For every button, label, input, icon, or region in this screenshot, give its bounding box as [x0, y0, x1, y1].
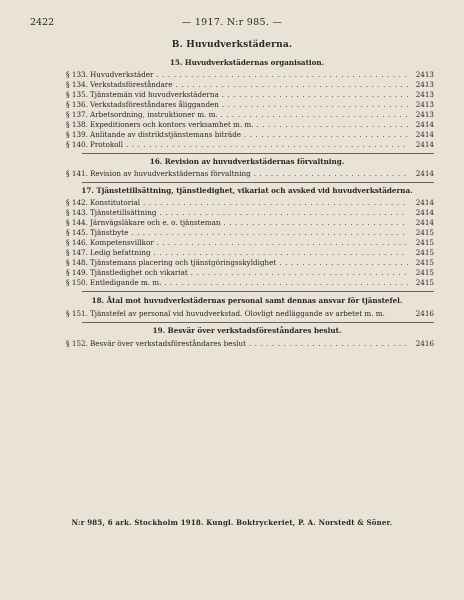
toc-entry: [66, 248, 434, 258]
entry-title: Tjänstetillsättning . . .: [90, 208, 408, 218]
entry-title: Expeditioners och kontors verksamhet m. m. . . .: [90, 120, 408, 130]
entry-page: 2414: [415, 140, 434, 149]
toc-entry: [66, 80, 434, 90]
entry-page: 2416: [415, 339, 434, 348]
divider: [82, 182, 434, 183]
group-title: 18. Åtal mot huvudverkstädernas personal samt dennas ansvar för tjänstefel.: [91, 296, 403, 305]
entry-title: Tjänstbyte . . .: [90, 228, 408, 238]
entry-page: 2415: [415, 278, 434, 287]
entry-page: 2413: [415, 90, 434, 99]
entry-title: Tjänstemans placering och tjänstgöringsskyldighet . . .: [90, 258, 408, 268]
entry-page: 2415: [415, 228, 434, 237]
group-title: 15. Huvudverkstädernas organisation.: [169, 58, 325, 67]
entry-title: Anlitande av distriktstjänstemans biträde . . .: [90, 130, 408, 140]
section-number: § 135.: [66, 90, 88, 99]
entry-page: 2415: [415, 248, 434, 257]
toc-entry: [66, 70, 434, 80]
toc-entry: [66, 238, 434, 248]
entry-title: Tjänstledighet och vikariat . . .: [90, 268, 408, 278]
section-number: § 134.: [66, 80, 88, 89]
toc-entry: [66, 90, 434, 100]
entry-page: 2413: [415, 80, 434, 89]
entry-page: 2414: [415, 208, 434, 217]
section-title: B. Huvudverkstäderna.: [171, 40, 293, 50]
section-number: § 142.: [66, 198, 88, 207]
entry-page: 2416: [415, 309, 434, 318]
divider: [82, 291, 434, 292]
toc-entry: [66, 140, 434, 150]
section-number: § 147.: [66, 248, 88, 257]
entry-page: 2415: [415, 258, 434, 267]
group-title: 17. Tjänstetillsättning, tjänstledighet, vikariat och avsked vid huvudverkstäderna.: [81, 186, 413, 195]
entry-title: Besvär över verkstadsföreståndares beslut . . .: [90, 339, 408, 349]
toc-entry: [66, 100, 434, 110]
toc-entry: [66, 198, 434, 208]
divider: [82, 153, 434, 154]
entry-page: 2413: [415, 100, 434, 109]
entry-page: 2415: [415, 238, 434, 247]
toc-entry: [66, 309, 434, 319]
section-number: § 140.: [66, 140, 88, 149]
toc-entry: [66, 110, 434, 120]
toc-entry: [66, 218, 434, 228]
section-number: § 148.: [66, 258, 88, 267]
toc-entry: [66, 120, 434, 130]
section-number: § 141.: [66, 169, 88, 178]
entry-page: 2414: [415, 120, 434, 129]
section-number: § 149.: [66, 268, 88, 277]
toc-entry: [66, 278, 434, 288]
toc-entry: [66, 228, 434, 238]
toc-entry: [66, 268, 434, 278]
page-number: 2422: [30, 17, 55, 28]
entry-title: Tjänstemän vid huvudverkstäderna . . .: [90, 90, 408, 100]
section-number: § 136.: [66, 100, 88, 109]
section-number: § 138.: [66, 120, 88, 129]
toc-entry: [66, 258, 434, 268]
entry-title: Kompetensvillkor . . .: [90, 238, 408, 248]
section-number: § 137.: [66, 110, 88, 119]
section-number: § 144.: [66, 218, 88, 227]
divider: [82, 322, 434, 323]
entry-title: Entledigande m. m. . . .: [90, 278, 408, 288]
entry-page: 2414: [415, 169, 434, 178]
entry-title: Protokoll . . .: [90, 140, 408, 150]
section-number: § 152.: [66, 339, 88, 348]
entry-title: Verkstadsföreståndares åligganden . . .: [90, 100, 408, 110]
page-header: [30, 17, 434, 29]
entry-title: Ledig befattning . . .: [90, 248, 408, 258]
toc-entry: [66, 130, 434, 140]
entry-page: 2413: [415, 110, 434, 119]
entry-title: Konstitutorial . . .: [90, 198, 408, 208]
entry-title: Arbetsordning, instruktioner m. m. . . .: [90, 110, 408, 120]
entry-title: Järnvägsläkare och e. o. tjänsteman . . .: [90, 218, 408, 228]
group-title: 19. Besvär över verkstadsföreståndares beslut.: [152, 326, 342, 335]
entry-title: Huvudverkstäder . . .: [90, 70, 408, 80]
entry-title: Revision av huvudverkstädernas förvaltning . . .: [90, 169, 408, 179]
printer-imprint: N:r 985, 6 ark. Stockholm 1918. Kungl. Boktryckeriet, P. A. Norstedt & Söner.: [71, 518, 393, 527]
header-title: — 1917. N:r 985. —: [181, 17, 283, 28]
group-title: 16. Revision av huvudverkstädernas förvaltning.: [149, 157, 345, 166]
entry-page: 2413: [415, 70, 434, 79]
section-number: § 150.: [66, 278, 88, 287]
entry-title: Tjänstefel av personal vid huvudverkstad. Olovligt nedläggande av arbetet m. m.: [90, 309, 385, 318]
entry-page: 2415: [415, 268, 434, 277]
entry-title: Verkstadsföreståndare . . .: [90, 80, 408, 90]
entry-page: 2414: [415, 198, 434, 207]
entry-page: 2414: [415, 218, 434, 227]
section-number: § 145.: [66, 228, 88, 237]
section-number: § 143.: [66, 208, 88, 217]
section-number: § 146.: [66, 238, 88, 247]
section-number: § 139.: [66, 130, 88, 139]
toc-entry: [66, 169, 434, 179]
toc-entry: [66, 339, 434, 349]
section-number: § 133.: [66, 70, 88, 79]
toc-entry: [66, 208, 434, 218]
entry-page: 2414: [415, 130, 434, 139]
section-number: § 151.: [66, 309, 88, 318]
